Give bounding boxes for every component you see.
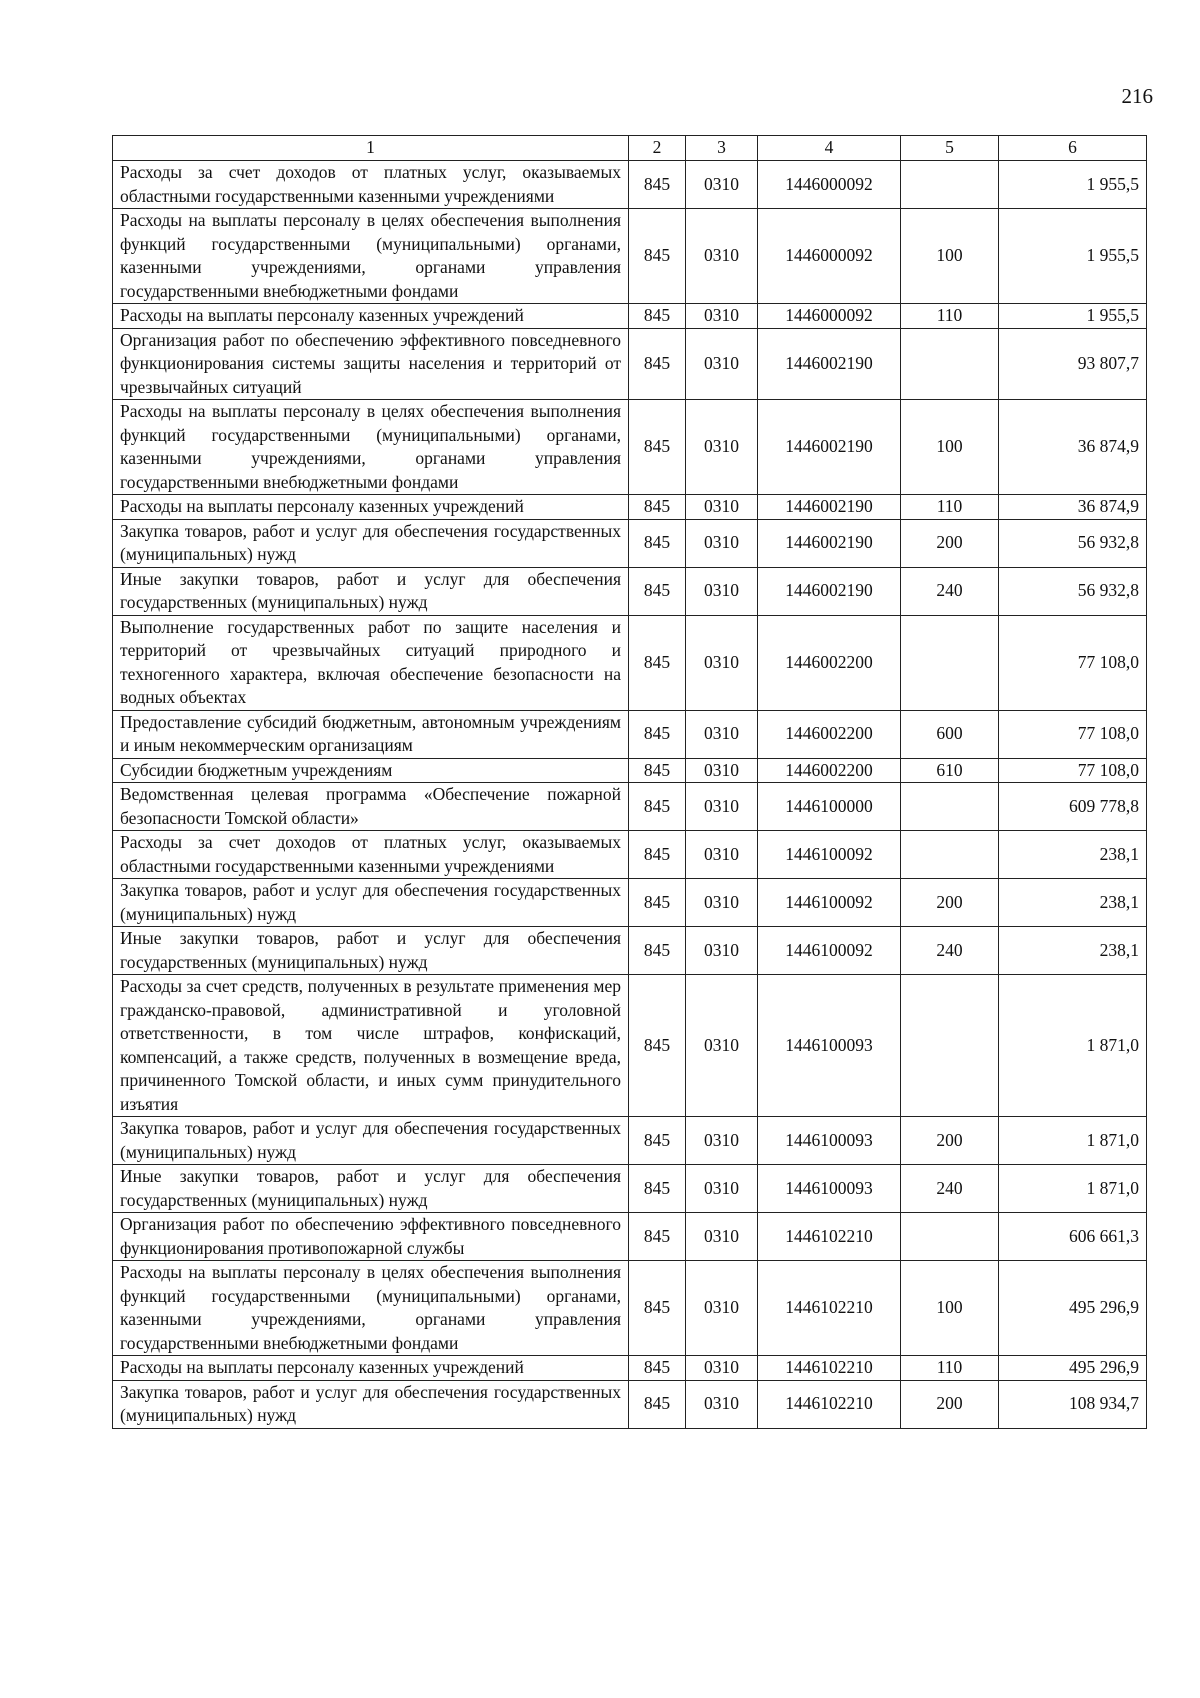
amount-cell: 56 932,8 [999,567,1147,615]
amount-cell: 238,1 [999,879,1147,927]
amount-cell: 1 871,0 [999,975,1147,1117]
expense-type-cell: 240 [901,567,999,615]
description-cell: Расходы на выплаты персоналу казенных учреждений [113,304,629,329]
expense-type-cell [901,161,999,209]
ministry-code-cell: 845 [629,879,686,927]
table-row [113,495,1147,520]
description-cell: Расходы на выплаты персоналу в целях обеспечения выполнения функций государственными (муниципальными) органами, казенными учреждениями, органами управления государственными внебюджетными фондами [113,209,629,304]
section-code-cell: 0310 [686,304,758,329]
table-row [113,304,1147,329]
page-number: 216 [1121,84,1153,108]
target-article-cell: 1446002200 [758,615,901,710]
header-cell: 5 [901,136,999,161]
amount-cell: 1 871,0 [999,1117,1147,1165]
ministry-code-cell: 845 [629,567,686,615]
section-code-cell: 0310 [686,710,758,758]
ministry-code-cell: 845 [629,519,686,567]
target-article-cell: 1446000092 [758,209,901,304]
table-row [113,567,1147,615]
ministry-code-cell: 845 [629,1380,686,1428]
header-cell: 3 [686,136,758,161]
target-article-cell: 1446000092 [758,161,901,209]
target-article-cell: 1446002190 [758,400,901,495]
ministry-code-cell: 845 [629,400,686,495]
header-cell: 2 [629,136,686,161]
amount-cell: 495 296,9 [999,1356,1147,1381]
target-article-cell: 1446002200 [758,758,901,783]
expense-type-cell: 110 [901,304,999,329]
description-cell: Расходы на выплаты персоналу казенных учреждений [113,495,629,520]
target-article-cell: 1446100000 [758,783,901,831]
amount-cell: 238,1 [999,927,1147,975]
description-cell: Закупка товаров, работ и услуг для обеспечения государственных (муниципальных) нужд [113,1117,629,1165]
expense-type-cell [901,1213,999,1261]
expense-type-cell: 240 [901,927,999,975]
table-row [113,161,1147,209]
table-row [113,1356,1147,1381]
ministry-code-cell: 845 [629,304,686,329]
amount-cell: 1 871,0 [999,1165,1147,1213]
expense-type-cell [901,328,999,400]
target-article-cell: 1446000092 [758,304,901,329]
ministry-code-cell: 845 [629,1261,686,1356]
table-row [113,927,1147,975]
amount-cell: 609 778,8 [999,783,1147,831]
table-row [113,1213,1147,1261]
table-row [113,710,1147,758]
target-article-cell: 1446102210 [758,1380,901,1428]
expense-type-cell: 200 [901,519,999,567]
ministry-code-cell: 845 [629,710,686,758]
section-code-cell: 0310 [686,567,758,615]
description-cell: Расходы на выплаты персоналу в целях обеспечения выполнения функций государственными (муниципальными) органами, казенными учреждениями, органами управления государственными внебюджетными фондами [113,1261,629,1356]
expense-type-cell [901,615,999,710]
expense-type-cell: 110 [901,495,999,520]
expense-type-cell: 100 [901,400,999,495]
target-article-cell: 1446102210 [758,1261,901,1356]
description-cell: Субсидии бюджетным учреждениям [113,758,629,783]
target-article-cell: 1446100093 [758,1165,901,1213]
ministry-code-cell: 845 [629,783,686,831]
target-article-cell: 1446002190 [758,495,901,520]
expense-type-cell [901,831,999,879]
table-row [113,831,1147,879]
table-row [113,519,1147,567]
section-code-cell: 0310 [686,519,758,567]
description-cell: Расходы за счет средств, полученных в результате применения мер гражданско-правовой, административной и уголовной ответственности, в том числе штрафов, конфискаций, компенсаций, а также средств, полученных в возмещение вреда, причиненного Томской области, и иных сумм принудительного изъятия [113,975,629,1117]
table-row [113,758,1147,783]
table-row [113,879,1147,927]
section-code-cell: 0310 [686,927,758,975]
amount-cell: 606 661,3 [999,1213,1147,1261]
amount-cell: 108 934,7 [999,1380,1147,1428]
expense-type-cell: 100 [901,209,999,304]
description-cell: Расходы за счет доходов от платных услуг, оказываемых областными государственными казенными учреждениями [113,161,629,209]
description-cell: Выполнение государственных работ по защите населения и территорий от чрезвычайных ситуаций природного и техногенного характера, включая обеспечение безопасности на водных объектах [113,615,629,710]
ministry-code-cell: 845 [629,615,686,710]
section-code-cell: 0310 [686,328,758,400]
expense-type-cell: 600 [901,710,999,758]
table-row [113,209,1147,304]
expense-type-cell [901,783,999,831]
section-code-cell: 0310 [686,1117,758,1165]
amount-cell: 36 874,9 [999,495,1147,520]
description-cell: Закупка товаров, работ и услуг для обеспечения государственных (муниципальных) нужд [113,519,629,567]
description-cell: Ведомственная целевая программа «Обеспечение пожарной безопасности Томской области» [113,783,629,831]
header-row [113,136,1147,161]
target-article-cell: 1446100092 [758,831,901,879]
amount-cell: 238,1 [999,831,1147,879]
section-code-cell: 0310 [686,209,758,304]
expense-type-cell: 110 [901,1356,999,1381]
amount-cell: 77 108,0 [999,710,1147,758]
amount-cell: 56 932,8 [999,519,1147,567]
header-cell: 1 [113,136,629,161]
expense-type-cell: 200 [901,879,999,927]
amount-cell: 36 874,9 [999,400,1147,495]
description-cell: Расходы за счет доходов от платных услуг, оказываемых областными государственными казенными учреждениями [113,831,629,879]
ministry-code-cell: 845 [629,1165,686,1213]
expense-type-cell: 240 [901,1165,999,1213]
description-cell: Предоставление субсидий бюджетным, автономным учреждениям и иным некоммерческим организациям [113,710,629,758]
header-cell: 6 [999,136,1147,161]
ministry-code-cell: 845 [629,831,686,879]
description-cell: Организация работ по обеспечению эффективного повседневного функционирования противопожарной службы [113,1213,629,1261]
table-row [113,783,1147,831]
header-cell: 4 [758,136,901,161]
ministry-code-cell: 845 [629,758,686,783]
table-row [113,615,1147,710]
ministry-code-cell: 845 [629,975,686,1117]
amount-cell: 77 108,0 [999,615,1147,710]
section-code-cell: 0310 [686,1213,758,1261]
ministry-code-cell: 845 [629,927,686,975]
description-cell: Иные закупки товаров, работ и услуг для обеспечения государственных (муниципальных) нужд [113,567,629,615]
section-code-cell: 0310 [686,879,758,927]
ministry-code-cell: 845 [629,495,686,520]
table-row [113,1380,1147,1428]
description-cell: Закупка товаров, работ и услуг для обеспечения государственных (муниципальных) нужд [113,879,629,927]
target-article-cell: 1446002190 [758,567,901,615]
amount-cell: 495 296,9 [999,1261,1147,1356]
section-code-cell: 0310 [686,1261,758,1356]
section-code-cell: 0310 [686,831,758,879]
section-code-cell: 0310 [686,1165,758,1213]
expense-type-cell [901,975,999,1117]
section-code-cell: 0310 [686,615,758,710]
target-article-cell: 1446102210 [758,1213,901,1261]
table-row [113,1261,1147,1356]
expense-type-cell: 200 [901,1380,999,1428]
target-article-cell: 1446100092 [758,879,901,927]
amount-cell: 77 108,0 [999,758,1147,783]
ministry-code-cell: 845 [629,1117,686,1165]
table-row [113,400,1147,495]
description-cell: Иные закупки товаров, работ и услуг для обеспечения государственных (муниципальных) нужд [113,1165,629,1213]
table-row [113,1165,1147,1213]
amount-cell: 93 807,7 [999,328,1147,400]
table-row [113,1117,1147,1165]
expense-type-cell: 100 [901,1261,999,1356]
budget-table [112,135,1147,1429]
amount-cell: 1 955,5 [999,209,1147,304]
target-article-cell: 1446100092 [758,927,901,975]
expense-type-cell: 200 [901,1117,999,1165]
section-code-cell: 0310 [686,975,758,1117]
table-row [113,328,1147,400]
section-code-cell: 0310 [686,495,758,520]
ministry-code-cell: 845 [629,209,686,304]
description-cell: Закупка товаров, работ и услуг для обеспечения государственных (муниципальных) нужд [113,1380,629,1428]
table-body [113,161,1147,1429]
target-article-cell: 1446002190 [758,519,901,567]
ministry-code-cell: 845 [629,1356,686,1381]
target-article-cell: 1446100093 [758,975,901,1117]
target-article-cell: 1446102210 [758,1356,901,1381]
target-article-cell: 1446002200 [758,710,901,758]
table-row [113,975,1147,1117]
description-cell: Организация работ по обеспечению эффективного повседневного функционирования системы защиты населения и территорий от чрезвычайных ситуаций [113,328,629,400]
amount-cell: 1 955,5 [999,304,1147,329]
section-code-cell: 0310 [686,400,758,495]
expense-type-cell: 610 [901,758,999,783]
section-code-cell: 0310 [686,758,758,783]
section-code-cell: 0310 [686,161,758,209]
description-cell: Расходы на выплаты персоналу в целях обеспечения выполнения функций государственными (муниципальными) органами, казенными учреждениями, органами управления государственными внебюджетными фондами [113,400,629,495]
ministry-code-cell: 845 [629,161,686,209]
ministry-code-cell: 845 [629,328,686,400]
target-article-cell: 1446100093 [758,1117,901,1165]
section-code-cell: 0310 [686,1356,758,1381]
description-cell: Расходы на выплаты персоналу казенных учреждений [113,1356,629,1381]
section-code-cell: 0310 [686,783,758,831]
ministry-code-cell: 845 [629,1213,686,1261]
target-article-cell: 1446002190 [758,328,901,400]
description-cell: Иные закупки товаров, работ и услуг для обеспечения государственных (муниципальных) нужд [113,927,629,975]
section-code-cell: 0310 [686,1380,758,1428]
amount-cell: 1 955,5 [999,161,1147,209]
